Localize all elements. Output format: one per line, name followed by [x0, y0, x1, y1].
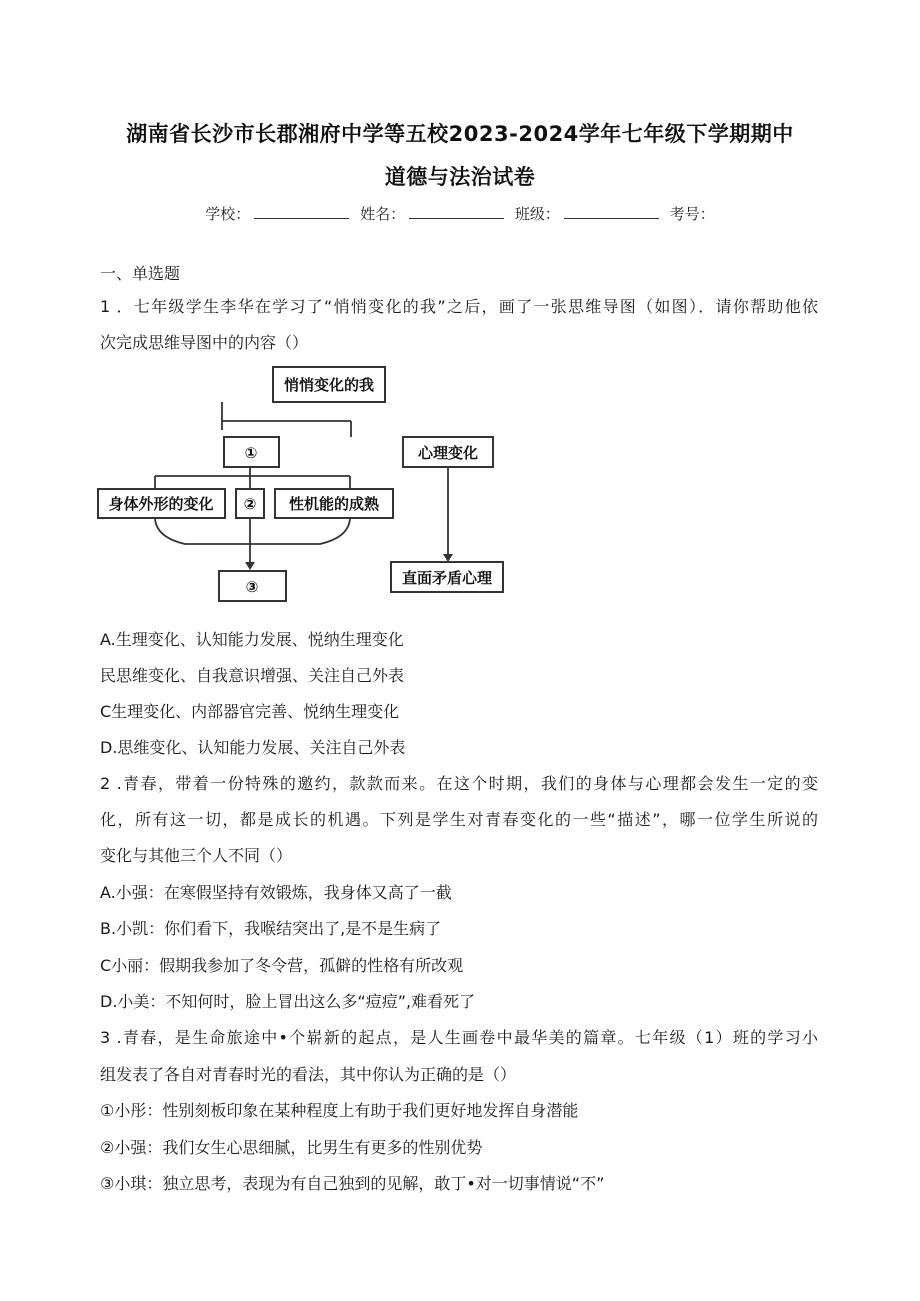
mindmap-node3-label: ③ [245, 578, 259, 596]
q1-option-d[interactable]: D.思维变化、认知能力发展、关注自己外表 [100, 738, 406, 757]
q2-stem-line1: 2 .青春，带着一份特殊的邀约，款款而来。在这个时期，我们的身体与心理都会发生一定的变 [100, 774, 818, 793]
q2-option-b[interactable]: B.小凯：你们看下，我喉结突出了,是不是生病了 [100, 919, 442, 938]
q3-item-1: ①小彤：性别刻板印象在某种程度上有助于我们更好地发挥自身潜能 [100, 1101, 579, 1120]
mindmap-face-label: 直面矛盾心理 [401, 569, 493, 587]
q2-option-d[interactable]: D.小美：不知何时，脸上冒出这么多“痘痘”,难看死了 [100, 992, 476, 1011]
connector-body-merge [155, 517, 250, 544]
q3-stem-line2: 组发表了各自对青春时光的看法，其中你认为正确的是（） [100, 1065, 517, 1084]
exam-title-line2: 道德与法治试卷 [384, 165, 536, 189]
mindmap-node2-label: ② [243, 495, 257, 513]
q2-option-a[interactable]: A.小强：在寒假坚持有效锻炼，我身体又高了一截 [100, 883, 452, 902]
q3-stem-line1: 3 .青春，是生命旅途中•个崭新的起点，是人生画卷中最华美的篇章。七年级（1）班的学习小 [100, 1028, 818, 1047]
name-blank[interactable] [409, 206, 504, 219]
class-blank[interactable] [564, 206, 659, 219]
exam-title-line1: 湖南省长沙市长郡湘府中学等五校2023-2024学年七年级下学期期中 [126, 122, 794, 146]
q2-stem-line3: 变化与其他三个人不同（） [100, 846, 293, 865]
q1-stem-line1: 1 ．七年级学生李华在学习了“悄悄变化的我”之后，画了一张思维导图（如图）．请你帮助他依 [100, 297, 818, 316]
arrow-to-face-icon [443, 554, 453, 562]
exam-number-label: 考号： [669, 205, 715, 223]
section-title: 一、单选题 [100, 264, 181, 283]
mindmap-node1-label: ① [244, 444, 258, 462]
school-label: 学校： [205, 205, 251, 223]
mindmap-body-label: 身体外形的变化 [108, 495, 214, 513]
connector-sex-merge [250, 517, 350, 544]
mindmap-root-label: 悄悄变化的我 [283, 376, 375, 394]
student-info-row [0, 203, 920, 224]
q2-option-c[interactable]: C小丽：假期我参加了冬令营，孤僻的性格有所改观 [100, 956, 464, 975]
mind-map-diagram [95, 362, 515, 607]
q1-option-b[interactable]: 民思维变化、自我意识增强、关注自己外表 [100, 666, 405, 685]
q1-option-c[interactable]: C生理变化、内部器官完善、悦纳生理变化 [100, 702, 400, 721]
mindmap-sex-label: 性机能的成熟 [288, 495, 380, 513]
mindmap-psych-label: 心理变化 [417, 444, 479, 462]
name-label: 姓名： [360, 205, 406, 223]
q3-item-2: ②小强：我们女生心思细腻，比男生有更多的性别优势 [100, 1138, 483, 1157]
q2-stem-line2: 化，所有这一切，都是成长的机遇。下列是学生对青春变化的一些“描述”，哪一位学生所说的 [100, 810, 818, 829]
q3-item-3: ③小琪：独立思考，表现为有自己独到的见解，敢丁•对一切事情说“不” [100, 1174, 605, 1193]
arrow-to-node3-icon [245, 562, 255, 570]
school-blank[interactable] [254, 206, 349, 219]
q1-option-a[interactable]: A.生理变化、认知能力发展、悦纳生理变化 [100, 630, 404, 649]
class-label: 班级： [514, 205, 560, 223]
q1-stem-line2: 次完成思维导图中的内容（） [100, 333, 309, 352]
